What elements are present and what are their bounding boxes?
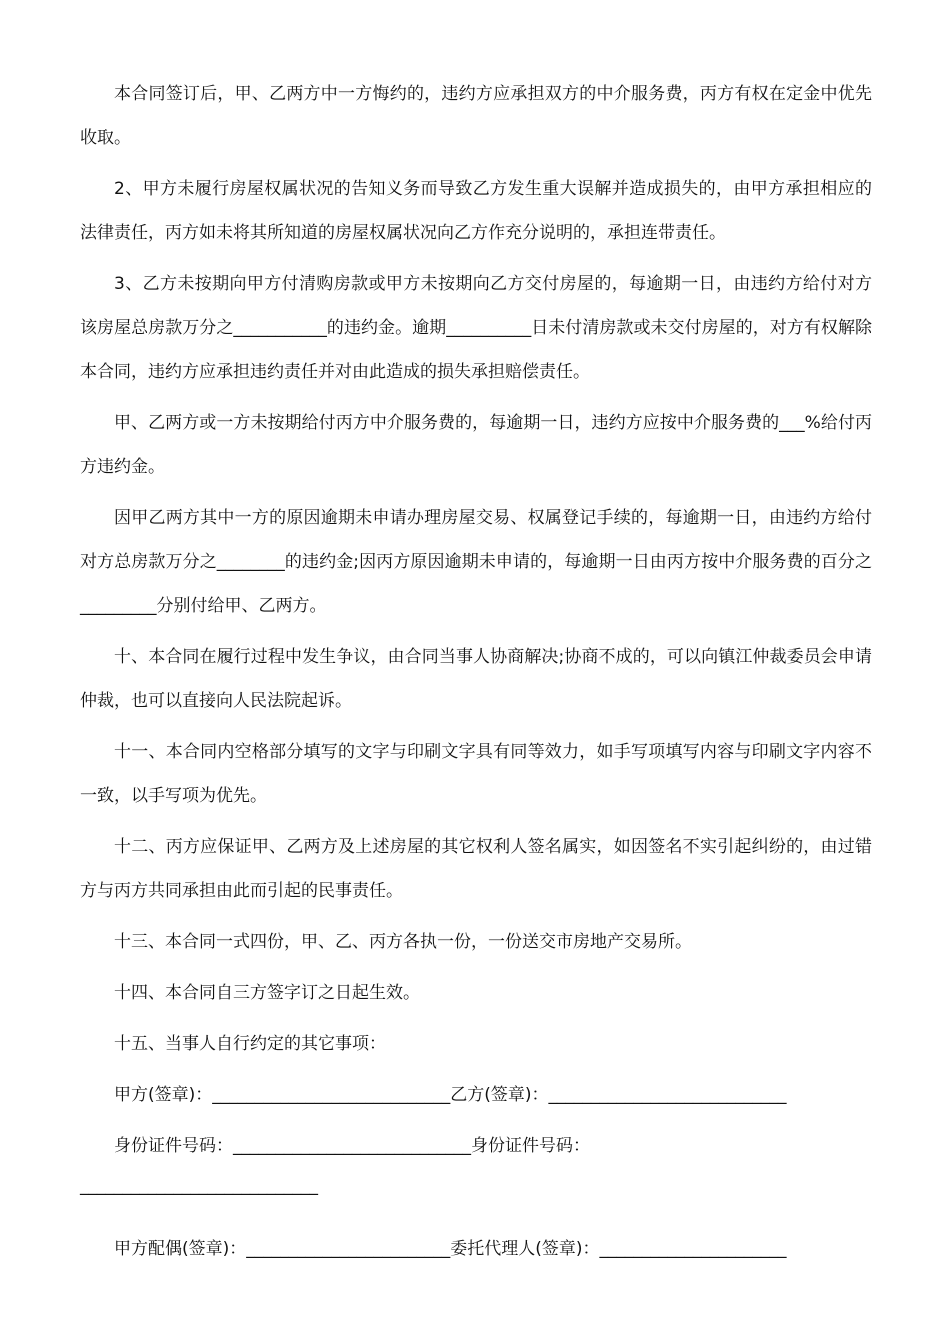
clause-15-other-matters: 十五、当事人自行约定的其它事项： <box>114 1034 386 1054</box>
clause-12-signatures: 十二、丙方应保证甲、乙两方及上述房屋的其它权利人签名属实，如因签名不实引起纠纷的，由过错方与丙方共同承担由此而引起的民事责任。 <box>80 837 872 901</box>
clause-registration-delay: 因甲乙两方其中一方的原因逾期未申请办理房屋交易、权属登记手续的，每逾期一日，由违约方给付对方总房款万分之________的违约金;因丙方原因逾期未申请的，每逾期一日由丙方按中介服务费的百分之_________分别付给甲、乙两方。 <box>80 508 872 616</box>
clause-2-disclosure: 2、甲方未履行房屋权属状况的告知义务而导致乙方发生重大误解并造成损失的，由甲方承担相应的法律责任，丙方如未将其所知道的房屋权属状况向乙方作充分说明的，承担连带责任。 <box>80 179 872 243</box>
clause-10-dispute: 十、本合同在履行过程中发生争议，由合同当事人协商解决;协商不成的，可以向镇江仲裁委员会申请仲裁，也可以直接向人民法院起诉。 <box>80 647 872 711</box>
signature-row-spouse-agent: 甲方配偶(签章)：________________________委托代理人(签章)：______________________ <box>114 1239 787 1259</box>
clause-breach-commission: 本合同签订后，甲、乙两方中一方悔约的，违约方应承担双方的中介服务费，丙方有权在定金中优先收取。 <box>80 84 872 148</box>
clause-11-handwritten: 十一、本合同内空格部分填写的文字与印刷文字具有同等效力，如手写项填写内容与印刷文字内容不一致，以手写项为优先。 <box>80 742 872 806</box>
clause-14-effective: 十四、本合同自三方签字订之日起生效。 <box>114 983 420 1003</box>
signature-row-id-numbers: 身份证件号码：____________________________身份证件号码： <box>114 1136 590 1156</box>
clause-3-payment-delay: 3、乙方未按期向甲方付清购房款或甲方未按期向乙方交付房屋的，每逾期一日，由违约方给付对方该房屋总房款万分之___________的违约金。逾期__________日未付清房款或未交付房屋的，对方有权解除本合同，违约方应承担违约责任并对由此造成的损失承担赔偿责任。 <box>80 274 872 382</box>
contract-page <box>80 72 872 1278</box>
clause-13-copies: 十三、本合同一式四份，甲、乙、丙方各执一份，一份送交市房地产交易所。 <box>114 932 692 952</box>
clause-service-fee-penalty: 甲、乙两方或一方未按期给付丙方中介服务费的，每逾期一日，违约方应按中介服务费的___%给付丙方违约金。 <box>80 413 872 477</box>
signature-row-party-a-b: 甲方(签章)：____________________________乙方(签章)：____________________________ <box>114 1085 787 1105</box>
id-number-continuation-line: ____________________________ <box>80 1176 318 1196</box>
